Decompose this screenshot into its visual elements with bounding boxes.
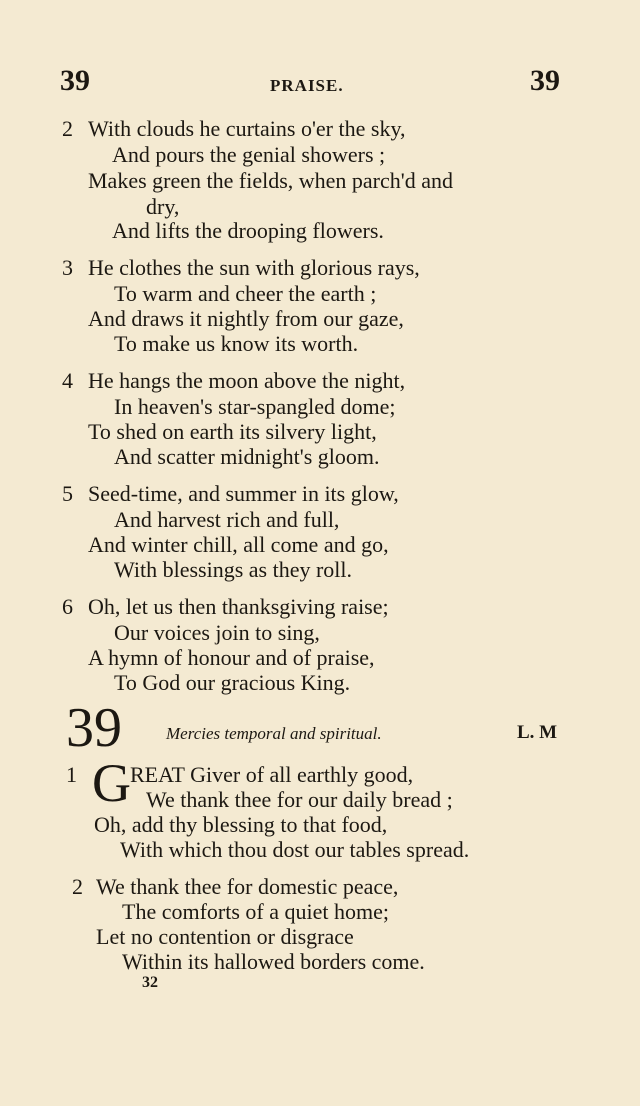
hymn-number: 39 — [66, 697, 122, 759]
stanza-number: 1 — [66, 762, 77, 787]
verse-line: In heaven's star-spangled dome; — [114, 394, 396, 419]
verse-line: With clouds he curtains o'er the sky, — [88, 116, 406, 141]
verse-line: He hangs the moon above the night, — [88, 368, 406, 393]
stanza-number: 3 — [62, 255, 73, 280]
signature-mark: 32 — [142, 974, 158, 991]
verse-line: We thank thee for domestic peace, — [96, 874, 399, 899]
page-number-left: 39 — [60, 64, 90, 97]
verse-line: A hymn of honour and of praise, — [88, 645, 375, 670]
hymn-subtitle: Mercies temporal and spiritual. — [166, 724, 382, 743]
hymn-meter: L. M — [517, 722, 558, 743]
hymn-heading — [0, 697, 640, 760]
stanza-number: 2 — [72, 874, 83, 899]
verse-line: Makes green the fields, when parch'd and — [88, 168, 453, 193]
verse-line: And harvest rich and full, — [114, 507, 340, 532]
verse-line: And pours the genial showers ; — [112, 142, 386, 167]
verse-line: To God our gracious King. — [114, 670, 351, 695]
verse-line: He clothes the sun with glorious rays, — [88, 255, 420, 280]
drop-cap: G — [92, 753, 131, 813]
verse-line: And scatter midnight's gloom. — [114, 444, 380, 469]
verse-line: Our voices join to sing, — [114, 620, 320, 645]
running-title: PRAISE. — [270, 76, 344, 95]
verse-line: And winter chill, all come and go, — [88, 532, 389, 557]
page-header — [0, 64, 640, 104]
verse-line: And lifts the drooping flowers. — [112, 218, 384, 243]
verse-line: With blessings as they roll. — [114, 557, 353, 582]
stanza-number: 6 — [62, 594, 73, 619]
verse-line: dry, — [146, 194, 180, 219]
verse-line: Within its hallowed borders come. — [122, 949, 425, 974]
verse-line: To warm and cheer the earth ; — [114, 281, 377, 306]
verse-line: To make us know its worth. — [114, 331, 359, 356]
stanza-number: 4 — [62, 368, 73, 393]
stanza-number: 5 — [62, 481, 73, 506]
verse-line: To shed on earth its silvery light, — [88, 419, 377, 444]
page-number-right: 39 — [530, 64, 560, 97]
stanza-number: 2 — [62, 116, 73, 141]
verse-line: Seed-time, and summer in its glow, — [88, 481, 399, 506]
verse-line: The comforts of a quiet home; — [122, 899, 389, 924]
verse-line: With which thou dost our tables spread. — [120, 837, 470, 862]
verse-line: And draws it nightly from our gaze, — [88, 306, 404, 331]
verse-line: REAT Giver of all earthly good, — [130, 762, 414, 787]
verse-line: Oh, add thy blessing to that food, — [94, 812, 388, 837]
verse-line: Oh, let us then thanksgiving raise; — [88, 594, 389, 619]
verse-line: We thank thee for our daily bread ; — [146, 787, 453, 812]
verse-line: Let no contention or disgrace — [96, 924, 354, 949]
